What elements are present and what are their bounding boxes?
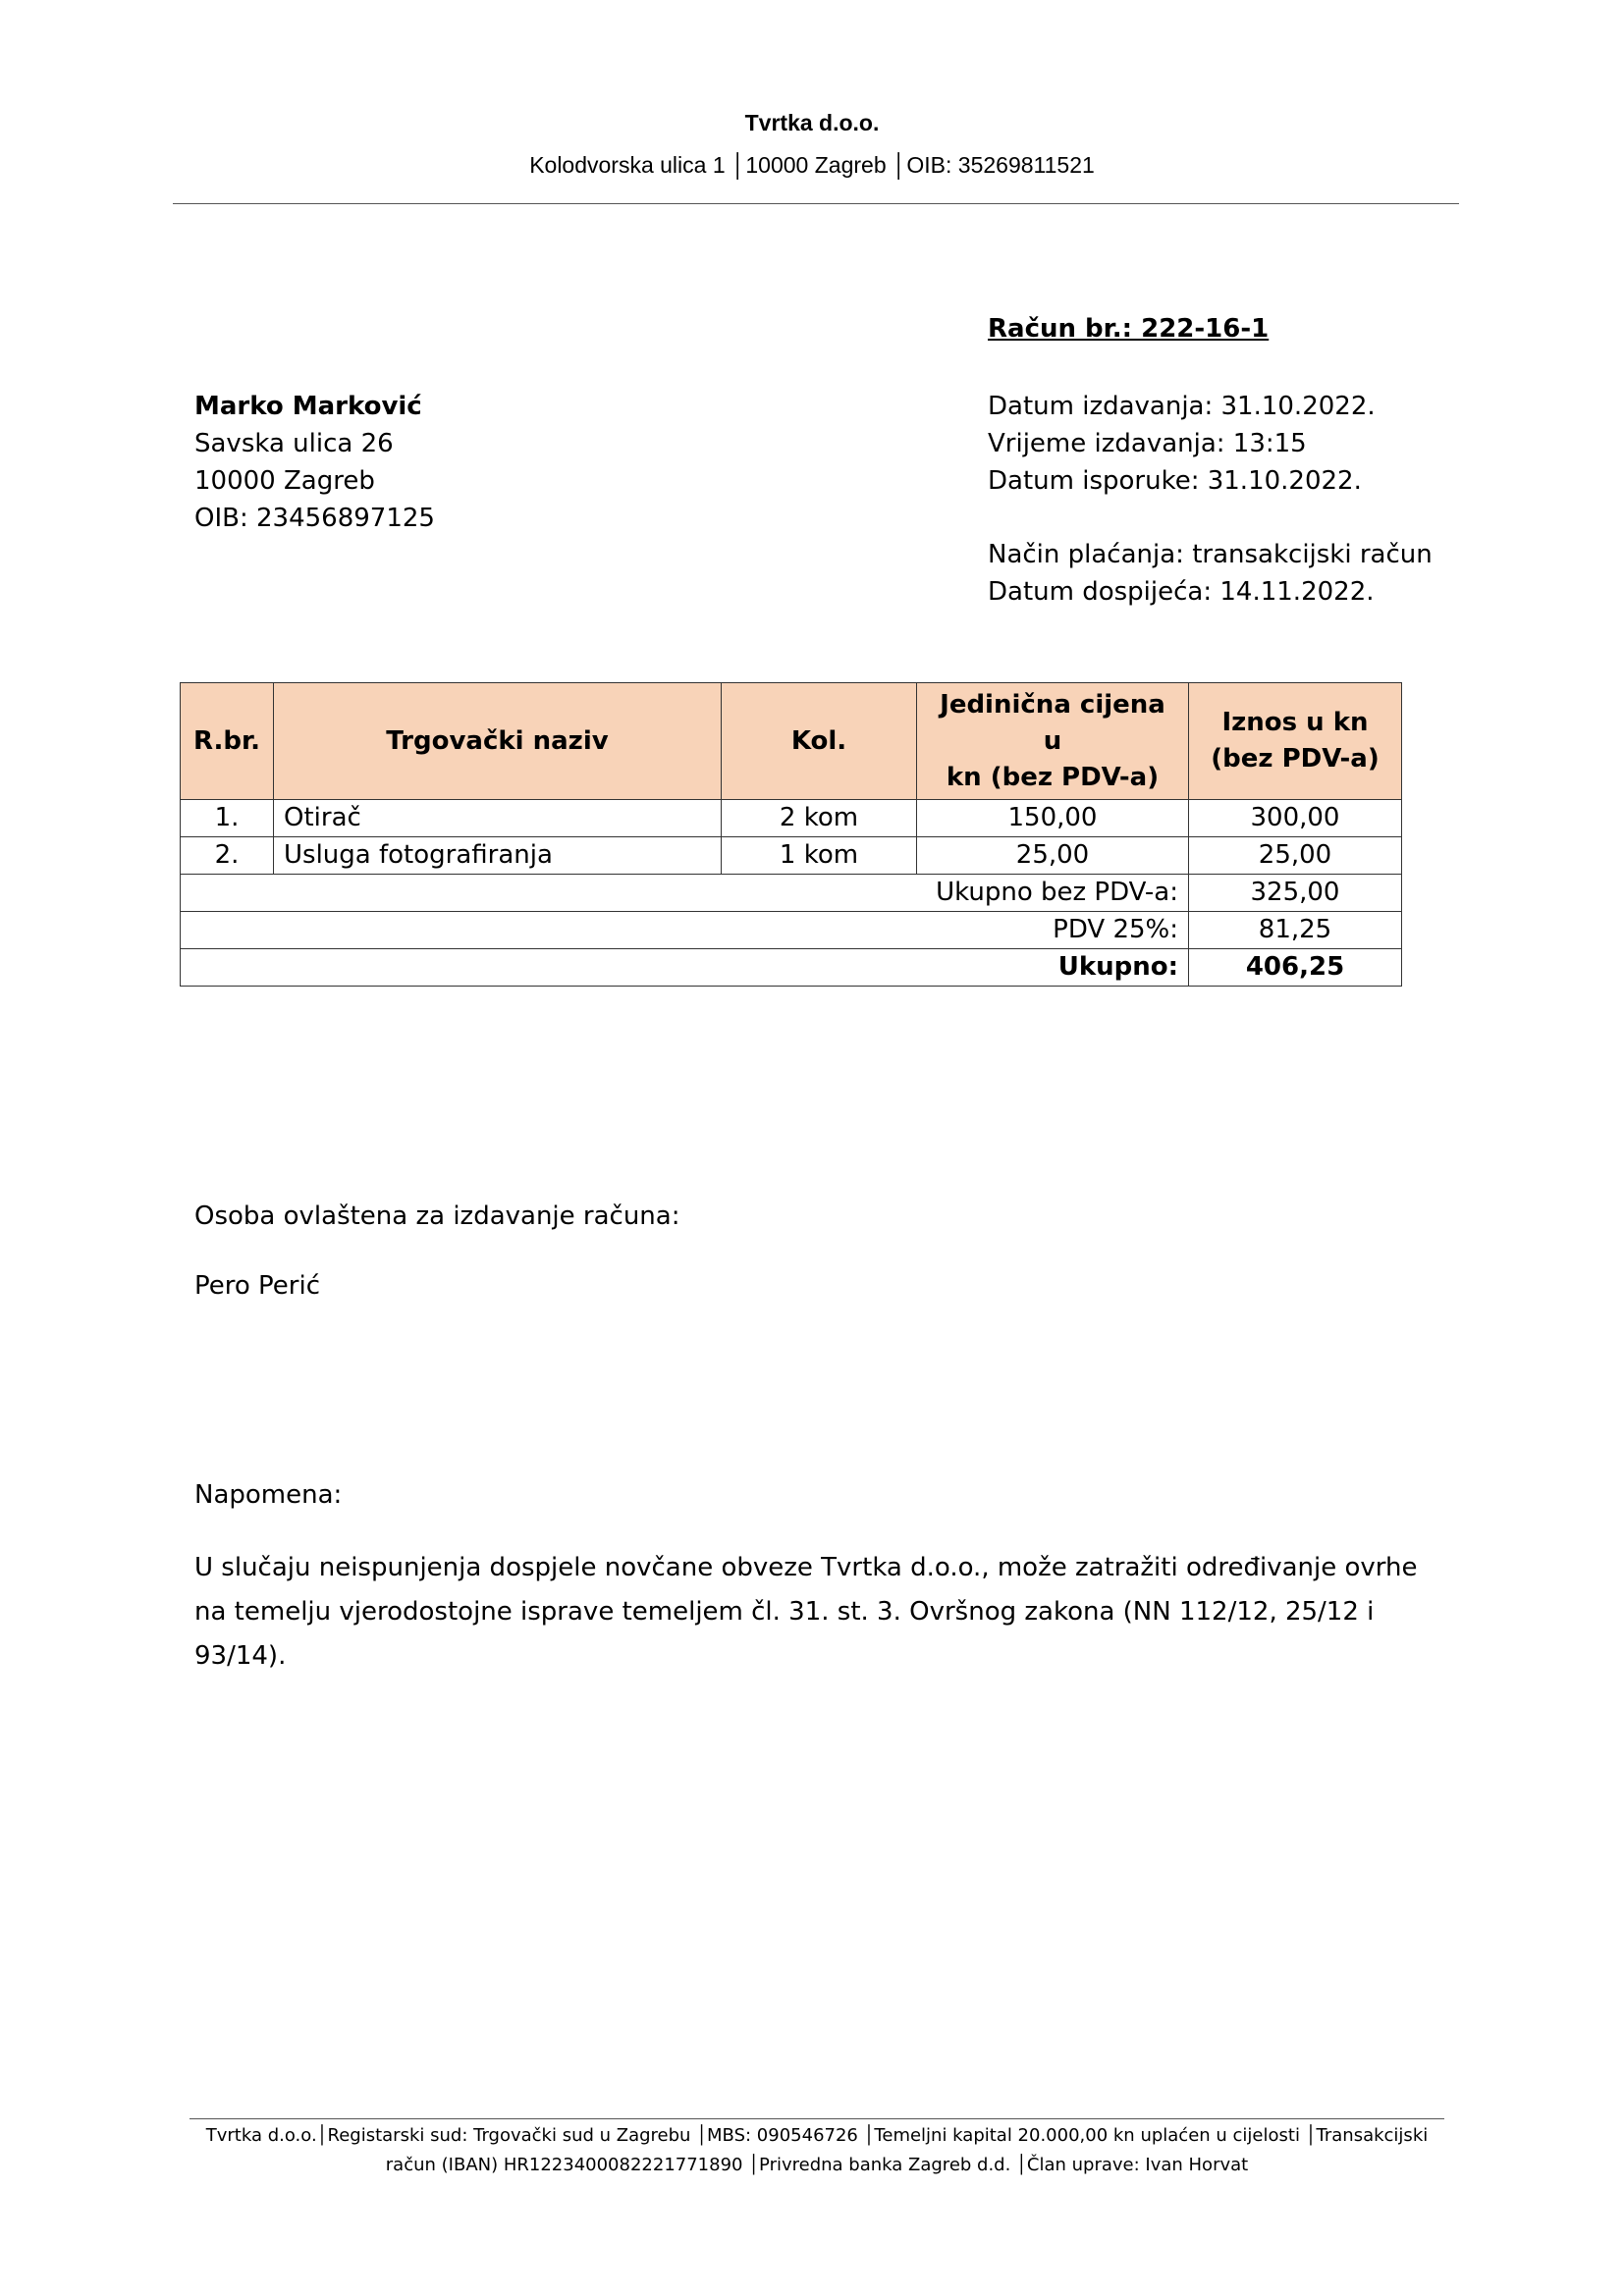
issue-time: Vrijeme izdavanja: 13:15 [988, 429, 1307, 458]
invoice-meta [988, 388, 1433, 611]
vat-row [181, 912, 1402, 949]
row-name: Usluga fotografiranja [274, 837, 722, 875]
issue-date: Datum izdavanja: 31.10.2022. [988, 392, 1376, 421]
total-label: Ukupno: [181, 949, 1189, 987]
items-table [180, 682, 1402, 987]
row-amount: 25,00 [1189, 837, 1402, 875]
table-header-row [181, 683, 1402, 800]
header-divider [173, 203, 1459, 204]
header-qty: Kol. [722, 683, 917, 800]
delivery-date: Datum isporuke: 31.10.2022. [988, 466, 1362, 496]
buyer-oib: OIB: 23456897125 [194, 504, 435, 533]
header-amount-line1: Iznos u kn [1221, 708, 1369, 737]
row-amount: 300,00 [1189, 800, 1402, 837]
company-name: Tvrtka d.o.o. [744, 110, 880, 135]
row-rb: 1. [181, 800, 274, 837]
header-rb: R.br. [181, 683, 274, 800]
buyer-block [194, 388, 435, 537]
payment-method: Način plaćanja: transakcijski račun [988, 540, 1433, 569]
footer-line2: račun (IBAN) HR1223400082221771890 │Privredna banka Zagreb d.d. │Član uprave: Ivan Horvat [385, 2155, 1249, 2175]
header-amount-line2: (bez PDV-a) [1211, 744, 1380, 774]
vat-label: PDV 25%: [181, 912, 1189, 949]
row-qty: 2 kom [722, 800, 917, 837]
row-qty: 1 kom [722, 837, 917, 875]
row-name: Otirač [274, 800, 722, 837]
invoice-number: Račun br.: 222-16-1 [988, 314, 1270, 344]
buyer-name: Marko Marković [194, 392, 422, 421]
subtotal-row [181, 875, 1402, 912]
header-unit-price-line1: Jedinična cijena u [940, 689, 1165, 756]
note-label: Napomena: [194, 1480, 343, 1510]
buyer-city: 10000 Zagreb [194, 466, 375, 496]
footer [189, 2121, 1444, 2180]
note-text: U slučaju neispunjenja dospjele novčane obveze Tvrtka d.o.o., može zatražiti određivanje ovrhe na temelju vjerodostojne isprave temeljem čl. 31. st. 3. Ovršnog zakona (NN 112/12, 25/12 i 93/14). [194, 1553, 1418, 1671]
due-date: Datum dospijeća: 14.11.2022. [988, 577, 1375, 607]
subtotal-value: 325,00 [1189, 875, 1402, 912]
subtotal-label: Ukupno bez PDV-a: [181, 875, 1189, 912]
table-row [181, 837, 1402, 875]
total-value: 406,25 [1189, 949, 1402, 987]
header-amount [1189, 683, 1402, 800]
row-unit-price: 150,00 [917, 800, 1189, 837]
header-unit-price-line2: kn (bez PDV-a) [946, 762, 1160, 792]
footer-divider [189, 2118, 1444, 2119]
header-unit-price [917, 683, 1189, 800]
row-rb: 2. [181, 837, 274, 875]
row-unit-price: 25,00 [917, 837, 1189, 875]
company-address: Kolodvorska ulica 1 │10000 Zagreb │OIB: 35269811521 [529, 152, 1095, 178]
vat-value: 81,25 [1189, 912, 1402, 949]
authorized-name: Pero Perić [194, 1271, 320, 1301]
footer-line1: Tvrtka d.o.o.│Registarski sud: Trgovački sud u Zagrebu │MBS: 090546726 │Temeljni kapital 20.000,00 kn uplaćen u cijelosti │Transakcijski [205, 2125, 1429, 2146]
total-row [181, 949, 1402, 987]
header-name: Trgovački naziv [274, 683, 722, 800]
buyer-street: Savska ulica 26 [194, 429, 394, 458]
table-row [181, 800, 1402, 837]
authorized-label: Osoba ovlaštena za izdavanje računa: [194, 1201, 680, 1231]
